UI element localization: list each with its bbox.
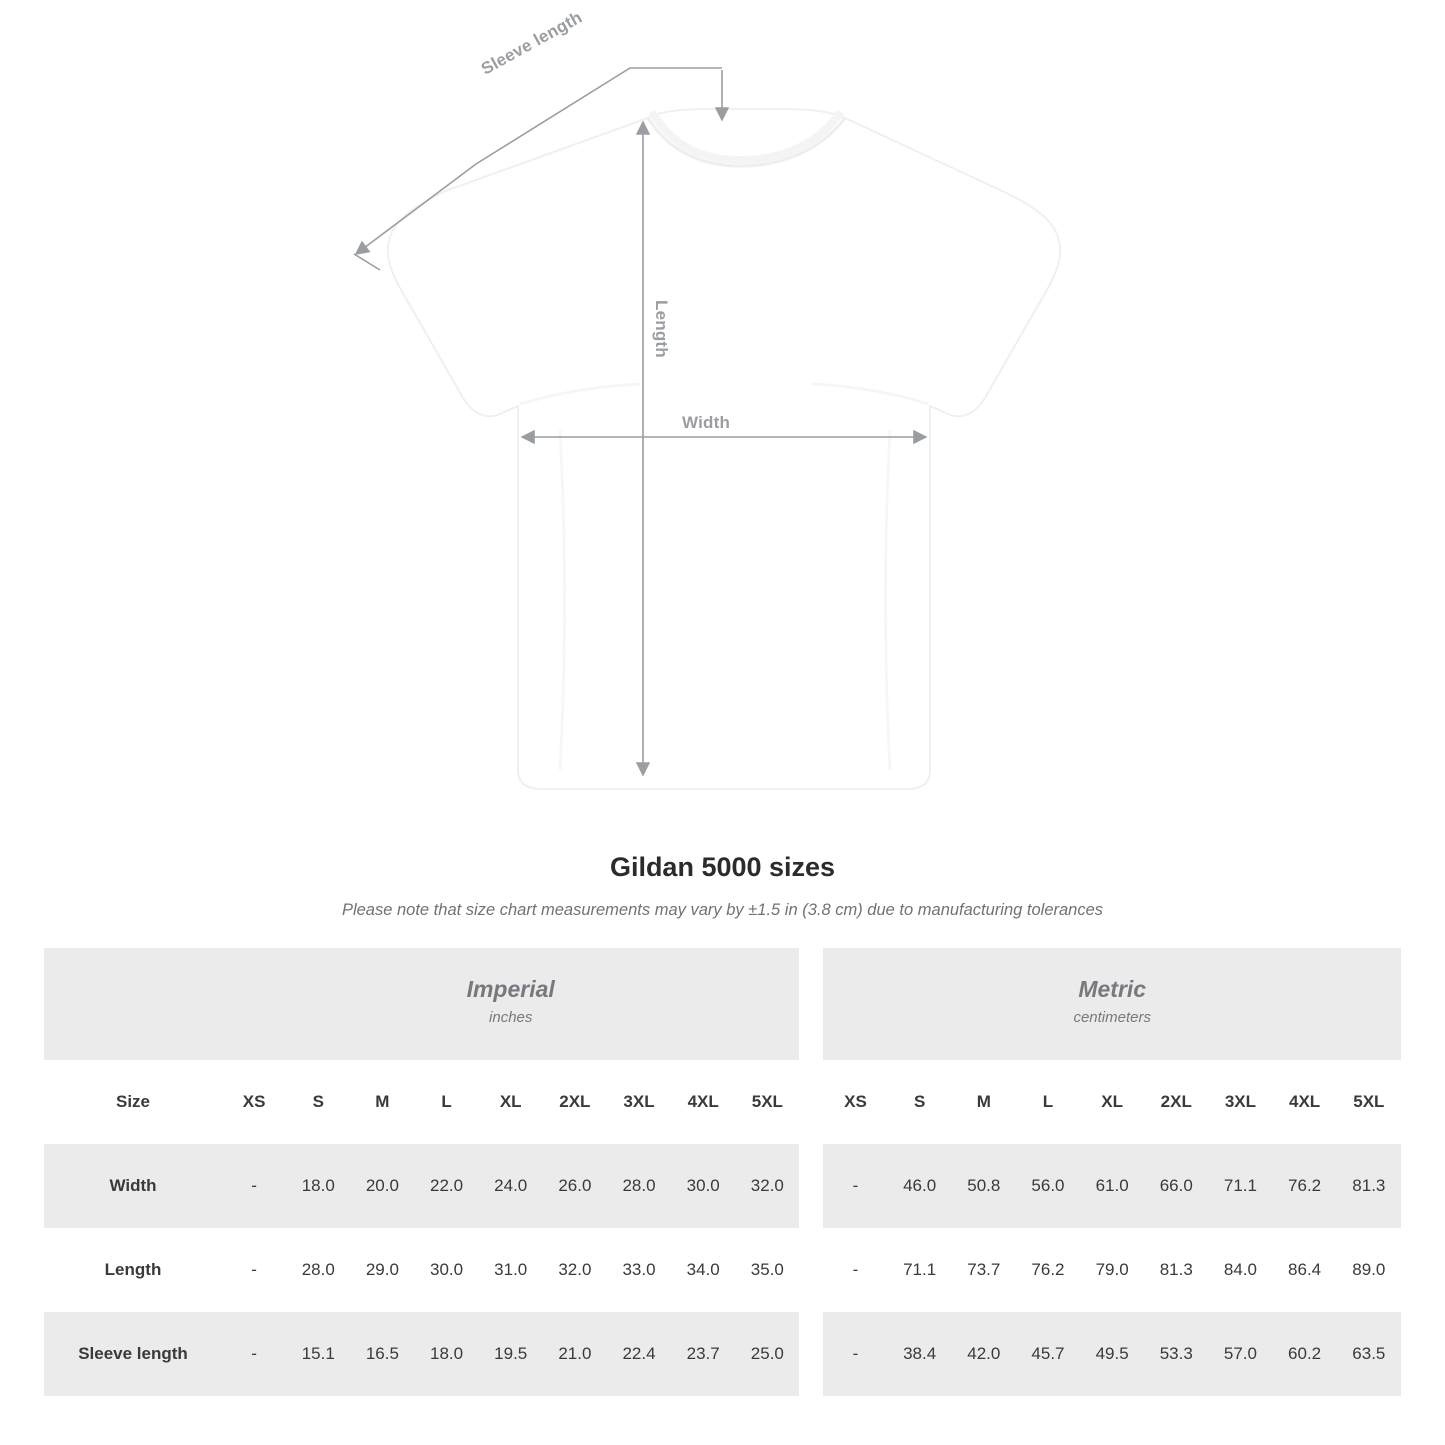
width-label: Width	[682, 413, 731, 432]
sleeve-imp-5xl: 25.0	[735, 1312, 799, 1396]
length-imp-s: 28.0	[286, 1228, 350, 1312]
length-met-3xl: 84.0	[1208, 1228, 1272, 1312]
size-met-xl: XL	[1080, 1060, 1144, 1144]
sleeve-met-2xl: 53.3	[1144, 1312, 1208, 1396]
size-imp-5xl: 5XL	[735, 1060, 799, 1144]
length-imp-m: 29.0	[350, 1228, 414, 1312]
size-met-3xl: 3XL	[1208, 1060, 1272, 1144]
row-label-sleeve-length: Sleeve length	[44, 1312, 222, 1396]
sleeve-met-m: 42.0	[952, 1312, 1016, 1396]
width-met-xl: 61.0	[1080, 1144, 1144, 1228]
length-met-xl: 79.0	[1080, 1228, 1144, 1312]
length-imp-l: 30.0	[414, 1228, 478, 1312]
width-row-gap	[799, 1144, 823, 1228]
width-met-m: 50.8	[952, 1144, 1016, 1228]
sleeve-row-gap	[799, 1312, 823, 1396]
width-met-xs: -	[823, 1144, 887, 1228]
size-header-row	[44, 1060, 1401, 1144]
unit-header-gap	[799, 948, 823, 1060]
size-header-label: Size	[44, 1060, 222, 1144]
length-imp-2xl: 32.0	[543, 1228, 607, 1312]
size-imp-3xl: 3XL	[607, 1060, 671, 1144]
width-met-4xl: 76.2	[1273, 1144, 1337, 1228]
unit-header-metric	[823, 948, 1401, 1060]
size-met-2xl: 2XL	[1144, 1060, 1208, 1144]
size-imp-xl: XL	[479, 1060, 543, 1144]
length-imp-5xl: 35.0	[735, 1228, 799, 1312]
width-imp-s: 18.0	[286, 1144, 350, 1228]
size-met-4xl: 4XL	[1273, 1060, 1337, 1144]
size-imp-2xl: 2XL	[543, 1060, 607, 1144]
table-row-sleeve-length	[44, 1312, 1401, 1396]
sleeve-met-5xl: 63.5	[1337, 1312, 1401, 1396]
sleeve-imp-s: 15.1	[286, 1312, 350, 1396]
length-imp-xs: -	[222, 1228, 286, 1312]
width-met-l: 56.0	[1016, 1144, 1080, 1228]
sleeve-met-l: 45.7	[1016, 1312, 1080, 1396]
length-row-gap	[799, 1228, 823, 1312]
size-imp-m: M	[350, 1060, 414, 1144]
sleeve-imp-3xl: 22.4	[607, 1312, 671, 1396]
width-met-5xl: 81.3	[1337, 1144, 1401, 1228]
width-imp-2xl: 26.0	[543, 1144, 607, 1228]
size-imp-4xl: 4XL	[671, 1060, 735, 1144]
chart-note: Please note that size chart measurements may vary by ±1.5 in (3.8 cm) due to manufacturing tolerances	[341, 901, 1104, 919]
unit-header-row	[44, 948, 1401, 1060]
width-met-s: 46.0	[888, 1144, 952, 1228]
length-met-l: 76.2	[1016, 1228, 1080, 1312]
size-table	[44, 948, 1401, 1396]
sleeve-imp-xs: -	[222, 1312, 286, 1396]
size-table-wrapper	[44, 948, 1401, 1396]
sleeve-imp-2xl: 21.0	[543, 1312, 607, 1396]
length-met-m: 73.7	[952, 1228, 1016, 1312]
sleeve-length-label: Sleeve length	[478, 7, 586, 79]
sleeve-imp-xl: 19.5	[479, 1312, 543, 1396]
metric-title: Metric	[1078, 976, 1147, 1003]
width-imp-l: 22.0	[414, 1144, 478, 1228]
metric-unit: centimeters	[1073, 1009, 1151, 1027]
sleeve-met-xl: 49.5	[1080, 1312, 1144, 1396]
sleeve-met-xs: -	[823, 1312, 887, 1396]
length-met-xs: -	[823, 1228, 887, 1312]
width-met-3xl: 71.1	[1208, 1144, 1272, 1228]
length-met-2xl: 81.3	[1144, 1228, 1208, 1312]
size-met-l: L	[1016, 1060, 1080, 1144]
length-met-4xl: 86.4	[1273, 1228, 1337, 1312]
length-met-5xl: 89.0	[1337, 1228, 1401, 1312]
row-label-width: Width	[44, 1144, 222, 1228]
imperial-unit: inches	[489, 1009, 533, 1027]
sleeve-met-4xl: 60.2	[1273, 1312, 1337, 1396]
width-imp-xs: -	[222, 1144, 286, 1228]
sleeve-imp-m: 16.5	[350, 1312, 414, 1396]
imperial-title: Imperial	[466, 976, 555, 1003]
size-met-s: S	[888, 1060, 952, 1144]
size-imp-xs: XS	[222, 1060, 286, 1144]
row-label-length: Length	[44, 1228, 222, 1312]
size-met-xs: XS	[823, 1060, 887, 1144]
width-imp-4xl: 30.0	[671, 1144, 735, 1228]
sleeve-imp-4xl: 23.7	[671, 1312, 735, 1396]
size-met-m: M	[952, 1060, 1016, 1144]
table-row-length	[44, 1228, 1401, 1312]
length-imp-xl: 31.0	[479, 1228, 543, 1312]
tshirt-shape	[388, 109, 1060, 789]
sleeve-met-3xl: 57.0	[1208, 1312, 1272, 1396]
sleeve-imp-l: 18.0	[414, 1312, 478, 1396]
chart-title: Gildan 5000 sizes	[609, 852, 836, 882]
width-imp-xl: 24.0	[479, 1144, 543, 1228]
width-met-2xl: 66.0	[1144, 1144, 1208, 1228]
length-label: Length	[652, 300, 671, 358]
length-met-s: 71.1	[888, 1228, 952, 1312]
size-imp-s: S	[286, 1060, 350, 1144]
size-imp-l: L	[414, 1060, 478, 1144]
size-met-5xl: 5XL	[1337, 1060, 1401, 1144]
length-imp-3xl: 33.0	[607, 1228, 671, 1312]
table-row-width	[44, 1144, 1401, 1228]
size-header-gap	[799, 1060, 823, 1144]
unit-header-spacer	[44, 948, 222, 1060]
unit-header-imperial	[222, 948, 799, 1060]
width-imp-3xl: 28.0	[607, 1144, 671, 1228]
length-imp-4xl: 34.0	[671, 1228, 735, 1312]
width-imp-5xl: 32.0	[735, 1144, 799, 1228]
sleeve-met-s: 38.4	[888, 1312, 952, 1396]
width-imp-m: 20.0	[350, 1144, 414, 1228]
